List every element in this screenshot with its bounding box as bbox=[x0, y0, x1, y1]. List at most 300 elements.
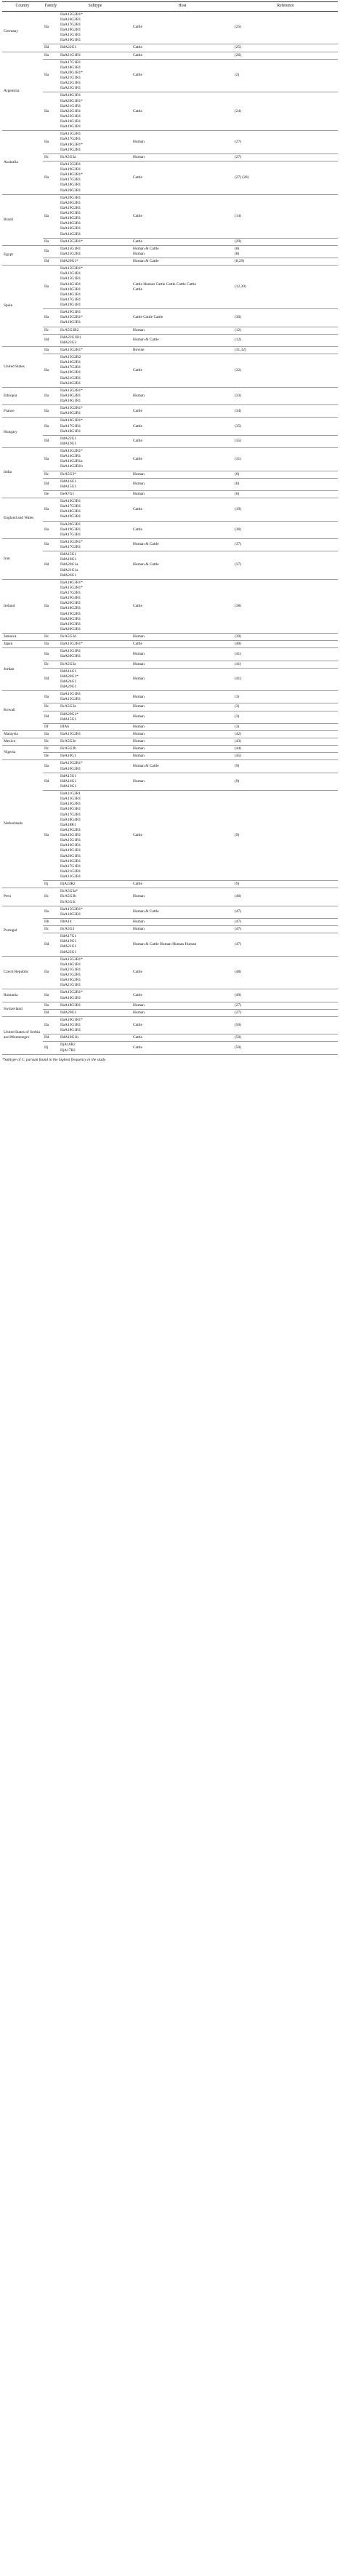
reference-cell: (27) (28) bbox=[233, 161, 338, 194]
subtype-cell bbox=[59, 1009, 131, 1016]
subtype-value: IIaA21G2R1 bbox=[60, 375, 81, 380]
family-cell: IIa bbox=[43, 194, 59, 238]
reference-cell: (27) bbox=[233, 131, 338, 154]
table-row bbox=[2, 691, 338, 703]
subtype-value: IIaA19G3R1 bbox=[60, 527, 81, 532]
subtype-value: IIfA6 bbox=[60, 724, 69, 729]
subtype-value: IIaA22G1R1 bbox=[60, 81, 81, 86]
reference-cell: (50) bbox=[233, 1042, 338, 1054]
table-row bbox=[2, 448, 338, 471]
reference-cell: (47) bbox=[233, 926, 338, 933]
subtype-cell bbox=[59, 448, 131, 471]
reference-cell: (27) bbox=[233, 1002, 338, 1009]
subtype-value: IIaA21G1R1 bbox=[60, 76, 81, 81]
table-row bbox=[2, 471, 338, 478]
host-cell: Human bbox=[131, 691, 233, 703]
subtype-value: IIdA20G1 bbox=[60, 1010, 77, 1015]
subtype-value: IIaA19G1R1 bbox=[60, 848, 81, 853]
subtype-value: IIaA15G2R1 bbox=[60, 697, 81, 702]
family-cell: IIa bbox=[43, 161, 59, 194]
reference-cell: (41) bbox=[233, 648, 338, 661]
subtype-value: IIaA14G2R1 bbox=[60, 802, 81, 807]
subtype-value: IIcA5G3d bbox=[60, 634, 76, 639]
country-cell: Netherlands bbox=[2, 760, 43, 888]
reference-cell: (43) bbox=[233, 738, 338, 746]
subtype-value: IIaA13G3R1 bbox=[60, 797, 81, 802]
family-cell: IId bbox=[43, 435, 59, 447]
host-cell: Human bbox=[131, 131, 233, 154]
family-cell: IId bbox=[43, 334, 59, 346]
reference-cell: (47) bbox=[233, 906, 338, 918]
subtype-value: IIaA15G2R1* bbox=[60, 406, 83, 411]
subtype-value: IIaA19G3R1 bbox=[60, 621, 81, 626]
subtype-value: IIaA21G1R1 bbox=[60, 983, 81, 988]
reference-cell: (37) bbox=[233, 551, 338, 580]
subtype-cell bbox=[59, 354, 131, 388]
subtype-value: IIaA14G2R1a bbox=[60, 459, 83, 464]
subtype-value: IIaA21G1R1 bbox=[60, 967, 81, 972]
subtype-value: IIaA15G2R1* bbox=[60, 990, 83, 995]
family-cell: IIa bbox=[43, 1016, 59, 1034]
host-cell: Human bbox=[131, 746, 233, 753]
table-row bbox=[2, 153, 338, 161]
subtype-cell bbox=[59, 52, 131, 59]
subtype-value: IIaA15G1R1 bbox=[60, 692, 81, 697]
country-cell: Ethiopia bbox=[2, 387, 43, 404]
table-row bbox=[2, 52, 338, 59]
reference-cell: (14) bbox=[233, 194, 338, 238]
subtype-value: IIdA19G1 bbox=[60, 441, 77, 446]
reference-cell: (19) bbox=[233, 498, 338, 522]
subtype-cell bbox=[59, 641, 131, 648]
host-cell: Cattle bbox=[131, 1042, 233, 1054]
subtype-cell bbox=[59, 989, 131, 1002]
subtype-value: IIaA15G2R1* bbox=[60, 957, 83, 962]
table-row bbox=[2, 668, 338, 691]
subtype-value: IIdA15G1 bbox=[60, 717, 77, 722]
host-cell: Human bbox=[131, 327, 233, 334]
table-row bbox=[2, 131, 338, 154]
subtype-value: IIaA16G1R1 bbox=[60, 843, 81, 848]
family-cell: IIa bbox=[43, 92, 59, 131]
subtype-cell bbox=[59, 746, 131, 753]
subtype-value: IIaA15G1R1 bbox=[60, 838, 81, 843]
subtype-value: IIaA20G3R1 bbox=[60, 195, 81, 200]
subtype-value: IIaA15G2R1* bbox=[60, 347, 83, 352]
subtype-value: IIdA18G1 bbox=[60, 557, 77, 562]
table-row bbox=[2, 258, 338, 266]
reference-cell: (41) bbox=[233, 661, 338, 668]
host-cell: Human bbox=[131, 1009, 233, 1016]
family-cell: IIa bbox=[43, 791, 59, 881]
subtype-cell bbox=[59, 926, 131, 933]
subtype-cell bbox=[59, 538, 131, 551]
host-cell: Cattle bbox=[131, 44, 233, 52]
header-reference: Reference bbox=[233, 2, 338, 12]
subtype-value: IIaA15G2R1* bbox=[60, 388, 83, 393]
subtype-cell bbox=[59, 634, 131, 641]
reference-cell: (35) bbox=[233, 435, 338, 447]
table-row bbox=[2, 723, 338, 730]
table-header-row bbox=[2, 2, 338, 12]
reference-cell: (8) (8) bbox=[233, 245, 338, 258]
reference-cell: (27) bbox=[233, 1009, 338, 1016]
subtype-value: IIcA5G3c bbox=[60, 899, 76, 904]
table-row bbox=[2, 753, 338, 760]
subtype-value: IIaA18G2R1* bbox=[60, 172, 83, 178]
family-cell: IIa bbox=[43, 1002, 59, 1009]
reference-cell: (49) bbox=[233, 989, 338, 1002]
subtype-cell bbox=[59, 933, 131, 957]
family-cell: IId bbox=[43, 773, 59, 790]
subtype-value: IIaA13G1R1 bbox=[60, 833, 81, 838]
host-cell: Cattle bbox=[131, 1034, 233, 1042]
subtype-value: IIaA14G2R1b bbox=[60, 464, 83, 469]
subtype-value: IIaA21G1R1 bbox=[60, 52, 81, 57]
subtype-value: IIjA16R2 bbox=[60, 1042, 76, 1048]
subtype-value: IIbA14 bbox=[60, 919, 72, 924]
subtype-value: IIdA15G1 bbox=[60, 773, 77, 778]
family-cell: IIc bbox=[43, 703, 59, 711]
family-cell: IId bbox=[43, 551, 59, 580]
subtype-value: IIdA22G1 bbox=[60, 949, 77, 954]
subtype-value: IIaA20G1R1 bbox=[60, 853, 81, 858]
table-row bbox=[2, 194, 338, 238]
subtype-cell bbox=[59, 711, 131, 723]
table-row bbox=[2, 327, 338, 334]
subtype-cell bbox=[59, 471, 131, 478]
host-cell: Cattle bbox=[131, 418, 233, 435]
subtype-value: IIaA20G3R1 bbox=[60, 601, 81, 606]
table-row bbox=[2, 521, 338, 538]
subtype-value: IIjA17R2 bbox=[60, 1048, 76, 1053]
subtype-value: IIaA17G3R1 bbox=[60, 504, 81, 509]
table-row bbox=[2, 956, 338, 989]
subtype-value: IIdA24G1 bbox=[60, 679, 77, 684]
subtype-value: IIaA17G1R1 bbox=[60, 60, 81, 65]
reference-cell: (50) bbox=[233, 1016, 338, 1034]
subtype-value: IIaA17G1R1 bbox=[60, 864, 81, 869]
reference-cell: (6) bbox=[233, 490, 338, 498]
reference-cell: (38) bbox=[233, 579, 338, 633]
host-cell: Human bbox=[131, 703, 233, 711]
host-cell: Cattle bbox=[131, 52, 233, 59]
host-cell: Human bbox=[131, 648, 233, 661]
subtype-cell bbox=[59, 478, 131, 490]
subtype-cell bbox=[59, 266, 131, 309]
header-family: Family bbox=[43, 2, 59, 12]
subtype-value: IIaA18G2R1* bbox=[60, 142, 83, 147]
subtype-value: IIaA18G1R1 bbox=[60, 93, 81, 98]
host-cell: Cattle bbox=[131, 881, 233, 888]
subtype-value: IIeA10G1 bbox=[60, 754, 76, 759]
reference-cell: (8,29) bbox=[233, 258, 338, 266]
subtype-value: IIaA24G2R1 bbox=[60, 380, 81, 386]
subtype-value: IIaA18G3R1 bbox=[60, 183, 81, 188]
host-cell: Human & Cattle bbox=[131, 258, 233, 266]
table-row bbox=[2, 59, 338, 92]
subtype-value: IIaA16G2R1 bbox=[60, 858, 81, 864]
subtype-value: IIdA16G1 bbox=[60, 479, 77, 484]
subtype-cell bbox=[59, 881, 131, 888]
subtype-value: IIaA17G2R1 bbox=[60, 137, 81, 142]
subtype-value: IIcA5G3* bbox=[60, 471, 76, 476]
family-cell: IId bbox=[43, 711, 59, 723]
reference-cell: (32) bbox=[233, 354, 338, 388]
table-row bbox=[2, 711, 338, 723]
country-cell: United States bbox=[2, 346, 43, 387]
country-cell: Jordan bbox=[2, 648, 43, 691]
table-row bbox=[2, 478, 338, 490]
reference-cell: (12) bbox=[233, 327, 338, 334]
family-cell: IId bbox=[43, 668, 59, 691]
subtype-table bbox=[2, 1, 338, 1055]
subtype-value: IIaA15G2R1* bbox=[60, 642, 83, 647]
country-cell: Switzerland bbox=[2, 1002, 43, 1016]
family-cell: IIc bbox=[43, 888, 59, 906]
country-cell: France bbox=[2, 405, 43, 418]
subtype-cell bbox=[59, 773, 131, 790]
country-cell: Spain bbox=[2, 266, 43, 347]
reference-cell: (33) bbox=[233, 387, 338, 404]
subtype-value: IIaA13G1R1 bbox=[60, 271, 81, 276]
host-cell: Human bbox=[131, 918, 233, 925]
subtype-cell bbox=[59, 346, 131, 354]
subtype-value: IIaA16G1R1* bbox=[60, 1017, 83, 1022]
subtype-cell bbox=[59, 703, 131, 711]
table-row bbox=[2, 1002, 338, 1009]
subtype-value: IIaA18G3R1 bbox=[60, 509, 81, 514]
header-host: Host bbox=[131, 2, 233, 12]
table-row bbox=[2, 933, 338, 957]
subtype-value: IIaA11G2R1 bbox=[60, 791, 81, 797]
subtype-value: IIdA19G1 bbox=[60, 939, 77, 944]
family-cell: IIa bbox=[43, 238, 59, 245]
host-cell: Cattle bbox=[131, 641, 233, 648]
reference-cell: (27) bbox=[233, 153, 338, 161]
subtype-value: IIaA16G1R1 bbox=[60, 119, 81, 124]
host-cell: Cattle bbox=[131, 92, 233, 131]
reference-cell: (25) bbox=[233, 44, 338, 52]
subtype-value: IIdA15G1 bbox=[60, 484, 77, 489]
table-row bbox=[2, 266, 338, 309]
subtype-cell bbox=[59, 521, 131, 538]
subtype-value: IIaA17G2R1 bbox=[60, 545, 81, 550]
table-row bbox=[2, 1016, 338, 1034]
reference-cell: (3) bbox=[233, 723, 338, 730]
family-cell: IIa bbox=[43, 346, 59, 354]
subtype-value: IIaA16G2R1 bbox=[60, 360, 81, 365]
host-cell: Human bbox=[131, 153, 233, 161]
subtype-cell bbox=[59, 194, 131, 238]
host-cell: Human bbox=[131, 730, 233, 738]
reference-cell: (24) bbox=[233, 92, 338, 131]
table-row bbox=[2, 346, 338, 354]
table-row bbox=[2, 551, 338, 580]
subtype-value: IIaA18G1R1 bbox=[60, 65, 81, 70]
subtype-value: IIaA18G3R1 bbox=[60, 221, 81, 226]
table-row bbox=[2, 926, 338, 933]
subtype-value: IIaA18G3R1 bbox=[60, 1002, 81, 1008]
subtype-cell bbox=[59, 11, 131, 44]
reference-cell: (25) bbox=[233, 11, 338, 44]
subtype-value: IIaA21G2R1 bbox=[60, 869, 81, 874]
subtype-cell bbox=[59, 1016, 131, 1034]
reference-cell: (31,32) bbox=[233, 346, 338, 354]
subtype-value: IIdA20G1* bbox=[60, 711, 78, 717]
reference-cell: (3) bbox=[233, 703, 338, 711]
subtype-value: IIaA15G1R1 bbox=[60, 33, 81, 38]
subtype-value: IIcA5G3e bbox=[60, 739, 76, 744]
subtype-value: IIaA16G2R1 bbox=[60, 226, 81, 231]
subtype-value: IIaA20G3R1 bbox=[60, 188, 81, 193]
table-row bbox=[2, 245, 338, 258]
host-cell: Human & Cattle bbox=[131, 906, 233, 918]
subtype-cell bbox=[59, 153, 131, 161]
subtype-value: IIaA15G2R1* bbox=[60, 315, 83, 320]
table-row bbox=[2, 661, 338, 668]
subtype-value: IIcA5G3b bbox=[60, 894, 76, 899]
subtype-value: IIaA19G2R1 bbox=[60, 370, 81, 375]
subtype-value: IIdA16G1 bbox=[60, 778, 77, 783]
family-cell: IIa bbox=[43, 691, 59, 703]
subtype-value: IIaA20G1R1* bbox=[60, 98, 83, 103]
subtype-value: IIaA16G2R1 bbox=[60, 411, 81, 416]
table-row bbox=[2, 791, 338, 881]
family-cell: IIj bbox=[43, 881, 59, 888]
subtype-value: IIcA5G3a bbox=[60, 704, 76, 709]
host-cell: Cattle bbox=[131, 1016, 233, 1034]
subtype-value: IIaA17G2R1 bbox=[60, 365, 81, 370]
reference-cell: (41) bbox=[233, 668, 338, 691]
family-cell: IIj bbox=[43, 1042, 59, 1054]
subtype-value: IIaA15G2R1* bbox=[60, 761, 83, 766]
country-cell: Egypt bbox=[2, 245, 43, 265]
country-cell: Japan bbox=[2, 641, 43, 648]
reference-cell: (30) bbox=[233, 309, 338, 327]
family-cell: IIa bbox=[43, 59, 59, 92]
subtype-value: IIaA16G3R1 bbox=[60, 499, 81, 504]
subtype-value: IIaA16G3R1 bbox=[60, 807, 81, 812]
subtype-value: IIaA17G2R1 bbox=[60, 22, 81, 27]
subtype-value: IIaA15G2R1* bbox=[60, 266, 83, 271]
subtype-value: IIaA15G1R1 bbox=[60, 276, 81, 282]
family-cell: IIa bbox=[43, 648, 59, 661]
subtype-value: IIdA22G1R1 bbox=[60, 335, 81, 340]
subtype-value: IIdA20G1a bbox=[60, 562, 78, 567]
subtype-value: IIaA15G1R1 bbox=[60, 649, 81, 654]
family-cell: IId bbox=[43, 478, 59, 490]
subtype-value: IIaA19G4R1 bbox=[60, 596, 81, 601]
subtype-value: IIdA21G1a bbox=[60, 567, 78, 573]
host-cell: Cattle Human Cattle Cattle Cattle Cattle Cattle bbox=[131, 266, 233, 309]
subtype-cell bbox=[59, 753, 131, 760]
table-row bbox=[2, 634, 338, 641]
subtype-cell bbox=[59, 387, 131, 404]
subtype-value: IIaA15G2R1* bbox=[60, 12, 83, 17]
family-cell: IIa bbox=[43, 730, 59, 738]
country-cell: Jamaica bbox=[2, 634, 43, 641]
reference-cell: (47) bbox=[233, 933, 338, 957]
subtype-value: IIaA17G1R1 bbox=[60, 423, 81, 428]
country-cell: Ireland bbox=[2, 579, 43, 633]
subtype-cell bbox=[59, 1042, 131, 1054]
subtype-value: IIjA24R2 bbox=[60, 882, 76, 887]
host-cell: Cattle bbox=[131, 956, 233, 989]
subtype-value: IIaA18G2R1 bbox=[60, 28, 81, 33]
country-cell: Peru bbox=[2, 888, 43, 906]
subtype-value: IIaA15G2R1* bbox=[60, 906, 83, 912]
table-row bbox=[2, 641, 338, 648]
table-row bbox=[2, 989, 338, 1002]
subtype-value: IIaA16G1R1 bbox=[60, 962, 81, 967]
subtype-value: IIaA18G3R1* bbox=[60, 580, 83, 585]
family-cell: IIa bbox=[43, 538, 59, 551]
subtype-value: IIaA15G2R1* bbox=[60, 239, 83, 244]
subtype-value: IIaA19G2R1 bbox=[60, 167, 81, 172]
table-row bbox=[2, 746, 338, 753]
subtype-value: IIaA22G1R1 bbox=[60, 108, 81, 113]
subtype-cell bbox=[59, 691, 131, 703]
subtype-value: IIaA15G2R1* bbox=[60, 585, 83, 590]
country-cell: United States of Serbia and Montenegro bbox=[2, 1016, 43, 1054]
subtype-value: IIaA16G1R1 bbox=[60, 38, 81, 43]
family-cell: IIa bbox=[43, 354, 59, 388]
host-cell: Human & Cattle bbox=[131, 334, 233, 346]
host-cell: Bovine bbox=[131, 346, 233, 354]
family-cell: IIa bbox=[43, 405, 59, 418]
subtype-cell bbox=[59, 161, 131, 194]
subtype-cell bbox=[59, 738, 131, 746]
table-row bbox=[2, 405, 338, 418]
family-cell: IIc bbox=[43, 746, 59, 753]
subtype-cell bbox=[59, 334, 131, 346]
family-cell: IIc bbox=[43, 926, 59, 933]
subtype-value: IIaA19G1R1 bbox=[60, 310, 81, 315]
subtype-value: IIeA7G1 bbox=[60, 491, 75, 496]
family-cell: IId bbox=[43, 1009, 59, 1016]
subtype-value: IIaA15G2R1 bbox=[60, 132, 81, 137]
host-cell: Cattle bbox=[131, 435, 233, 447]
subtype-value: IIaA19G2R1 bbox=[60, 827, 81, 832]
reference-cell: (29) bbox=[233, 238, 338, 245]
subtype-value: IIaA20G2R1 bbox=[60, 200, 81, 205]
table-row bbox=[2, 435, 338, 447]
table-row bbox=[2, 906, 338, 918]
host-cell: Human bbox=[131, 387, 233, 404]
subtype-value: IIdA18G1b bbox=[60, 1035, 78, 1040]
host-cell: Cattle bbox=[131, 405, 233, 418]
subtype-value: IIaA15G2R1* bbox=[60, 539, 83, 544]
host-cell: Cattle bbox=[131, 521, 233, 538]
host-cell: Human bbox=[131, 661, 233, 668]
host-cell: Human & Cattle bbox=[131, 551, 233, 580]
subtype-cell bbox=[59, 906, 131, 918]
family-cell: IIe bbox=[43, 753, 59, 760]
table-row bbox=[2, 11, 338, 44]
subtype-cell bbox=[59, 238, 131, 245]
host-cell: Human & Cattle bbox=[131, 760, 233, 773]
subtype-value: IIaA16G2R1 bbox=[60, 978, 81, 983]
subtype-value: IIdA26G1 bbox=[60, 573, 77, 578]
subtype-cell bbox=[59, 760, 131, 773]
subtype-cell bbox=[59, 918, 131, 925]
subtype-value: IIaA15G2R1 bbox=[60, 162, 81, 167]
subtype-value: IIaA16G2R1 bbox=[60, 766, 81, 771]
table-row bbox=[2, 44, 338, 52]
country-cell: England and Wales bbox=[2, 498, 43, 539]
subtype-value: IIaA16G1R1* bbox=[60, 418, 83, 423]
